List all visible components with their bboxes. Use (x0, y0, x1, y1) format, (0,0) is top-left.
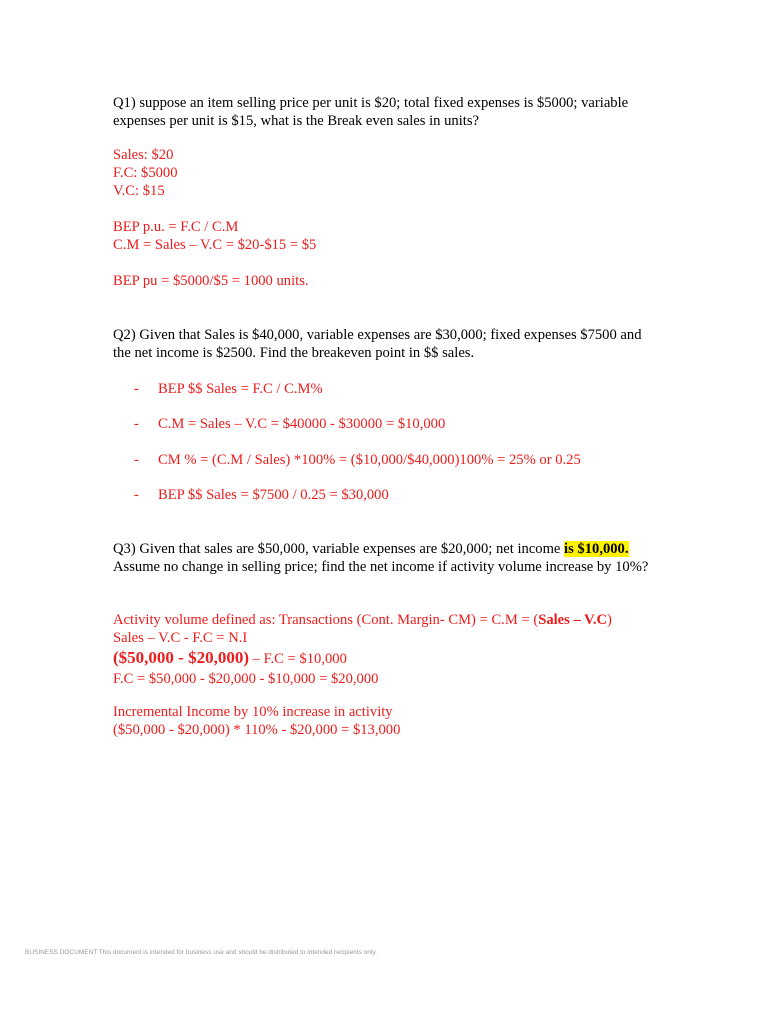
bullet-dash: - (134, 381, 139, 397)
q1-formula-bep: BEP p.u. = F.C / C.M (113, 219, 239, 235)
q3-question (113, 540, 653, 576)
bullet-text: CM % = (C.M / Sales) *100% = ($10,000/$40,000)100% = 25% or 0.25 (158, 452, 581, 468)
q3-inc-calc: ($50,000 - $20,000) * 110% - $20,000 = $13,000 (113, 722, 401, 738)
bullet-text: BEP $$ Sales = $7500 / 0.25 = $30,000 (158, 487, 389, 503)
bullet-dash: - (134, 487, 139, 503)
q1-given-fc: F.C: $5000 (113, 165, 178, 181)
q1-formula-cm: C.M = Sales – V.C = $20-$15 = $5 (113, 237, 317, 253)
q3-incremental (113, 703, 653, 739)
footer-disclaimer: BUSINESS DOCUMENT This document is intended for business use and should be distributed to intended recipients only. (25, 949, 377, 956)
q1-formula (113, 218, 653, 254)
bullet-dash: - (134, 452, 139, 468)
q3-big-rest: – F.C = $10,000 (248, 651, 347, 667)
q3-fc-calc-line (113, 647, 673, 670)
q3-activity-text: Activity volume defined as: Transactions (Cont. Margin- CM) = C.M = ( (113, 612, 539, 628)
q3-fc-line: F.C = $50,000 - $20,000 - $10,000 = $20,000 (113, 671, 379, 687)
q1-given-vc: V.C: $15 (113, 183, 165, 199)
q3-activity-close: ) (607, 612, 612, 628)
bullet-dash: - (134, 416, 139, 432)
q2-question: Q2) Given that Sales is $40,000, variable expenses are $30,000; fixed expenses $7500 and the net income is $2500. Find the breakeven point in $$ sales. (113, 327, 642, 361)
q3-question-text: Q3) Given that sales are $50,000, variable expenses are $20,000; net income (113, 541, 565, 557)
q3-activity (113, 611, 673, 688)
bullet-text: C.M = Sales – V.C = $40000 - $30000 = $10,000 (158, 416, 446, 432)
q1-given-sales: Sales: $20 (113, 147, 174, 163)
bullet-text: BEP $$ Sales = F.C / C.M% (158, 381, 323, 397)
q1-question: Q1) suppose an item selling price per unit is $20; total fixed expenses is $5000; variable expenses per unit is $15, what is the Break even sales in units? (113, 95, 629, 129)
q1-given (113, 146, 653, 200)
q3-activity-bold: Sales – V.C (538, 612, 608, 628)
q1-result: BEP pu = $5000/$5 = 1000 units. (113, 273, 309, 289)
q3-activity-line (113, 611, 673, 629)
q3-inc-title: Incremental Income by 10% increase in activity (113, 704, 393, 720)
q3-question-rest: Assume no change in selling price; find the net income if activity volume increase by 10%? (113, 559, 649, 575)
q3-big-part: ($50,000 - $20,000) (113, 648, 249, 667)
q3-ni-line: Sales – V.C - F.C = N.I (113, 630, 248, 646)
q3-highlight: is $10,000. (564, 541, 629, 557)
